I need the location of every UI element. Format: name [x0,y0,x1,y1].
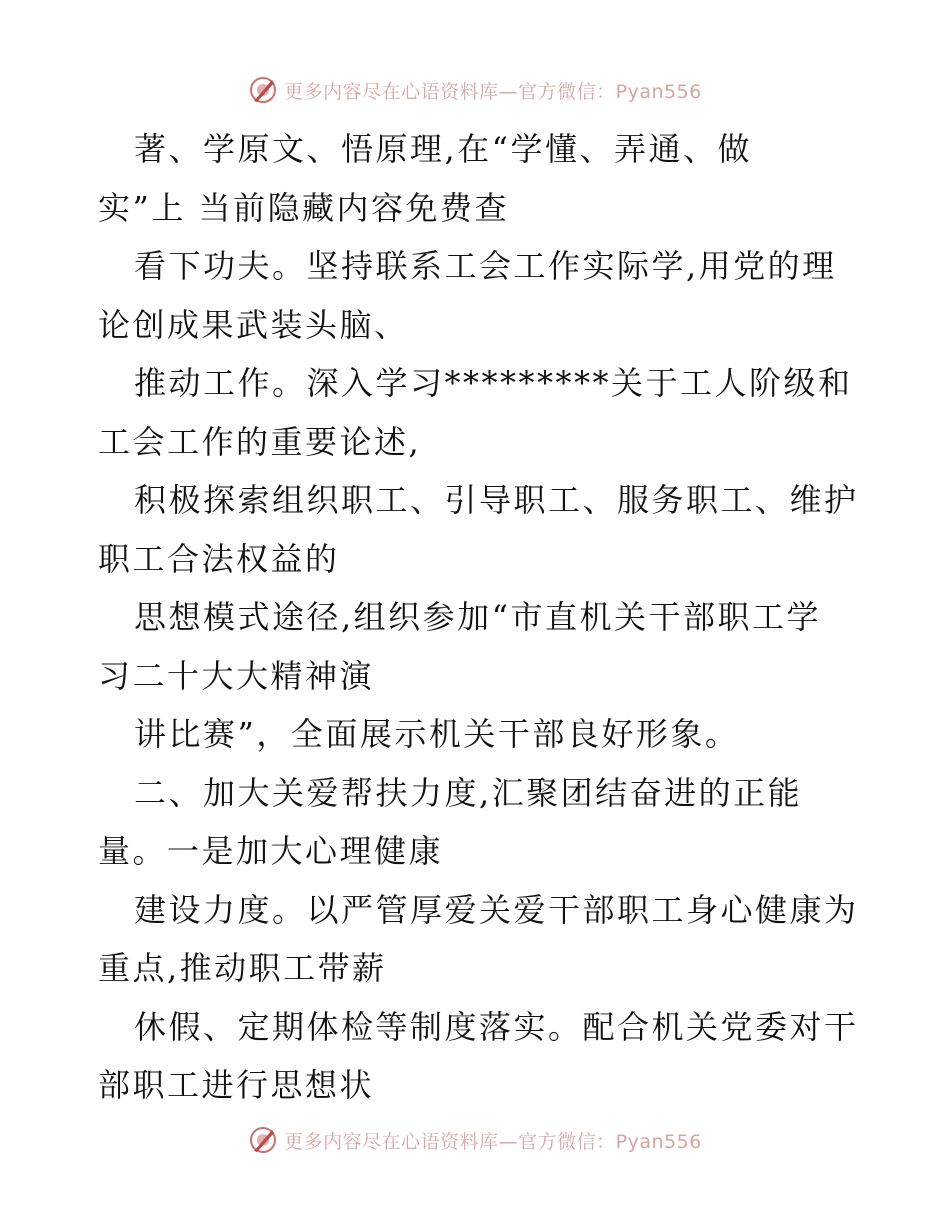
watermark-text: 更多内容尽在心语资料库—官方微信：Pyan556 [284,1130,702,1153]
quill-logo-icon [248,1125,278,1155]
text-line: 思想模式途径,组织参加“市直机关干部职工学 [134,598,822,636]
document-body [98,120,868,1115]
quill-logo-icon [248,75,278,105]
text-line: 建设力度。以严管厚爱关爱干部职工身心健康为 [134,890,859,929]
text-line: 习二十大大精神演 [98,656,375,695]
footer-watermark [0,1120,950,1160]
text-line: 量。一是加大心理健康 [98,832,444,870]
text-line: 积极探索组织职工、引导职工、服务职工、维护 [134,481,859,519]
text-line: 二、加大关爱帮扶力度,汇聚团结奋进的正能 [134,773,803,812]
text-line: 职工合法权益的 [98,539,340,578]
text-line: 休假、定期体检等制度落实。配合机关党委对干 [134,1007,859,1046]
text-line: 看下功夫。坚持联系工会工作实际学,用党的理 [134,247,837,285]
text-line: 讲比赛”，全面展示机关干部良好形象。 [134,715,740,753]
text-line: 论创成果武装头脑、 [98,305,409,344]
watermark-text: 更多内容尽在心语资料库—官方微信：Pyan556 [284,80,702,103]
text-line: 工会工作的重要论述, [98,422,422,461]
text-line: 部职工进行思想状 [98,1066,375,1104]
text-line: 重点,推动职工带薪 [98,949,387,987]
text-line: 推动工作。深入学习*********关于工人阶级和 [134,364,853,402]
header-watermark [0,70,950,110]
text-line: 实”上 当前隐藏内容免费查 [98,188,510,227]
text-line: 著、学原文、悟原理,在“学懂、弄通、做 [134,130,753,168]
